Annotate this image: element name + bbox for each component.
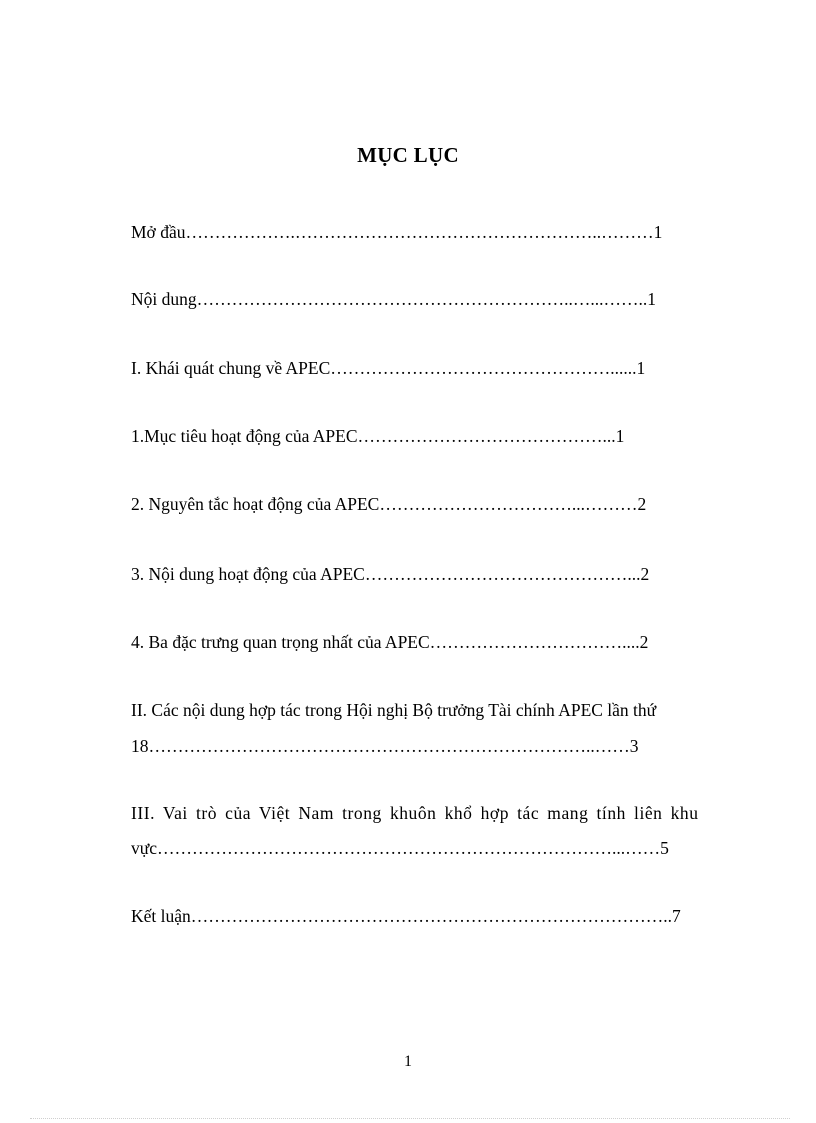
toc-entry-ket-luan[interactable]: [131, 905, 721, 927]
toc-entry-hop-tac-line2[interactable]: [131, 735, 721, 757]
toc-entry-label: Nội dung: [131, 289, 197, 309]
toc-entry-leader: ……………………………………………………………………...……: [157, 838, 661, 858]
toc-entry-nguyen-tac[interactable]: [131, 493, 721, 515]
toc-entry-label: 1.Mục tiêu hoạt động của APEC: [131, 426, 358, 446]
toc-entry-label: Kết luận: [131, 906, 191, 926]
toc-entry-page: 2: [639, 632, 649, 652]
toc-entry-mo-dau[interactable]: [131, 221, 721, 243]
toc-entry-noi-dung[interactable]: [131, 288, 721, 310]
toc-entry-label: Mở đầu: [131, 222, 186, 242]
toc-entry-leader: ……………………………...………: [379, 494, 638, 514]
toc-entry-khai-quat[interactable]: [131, 357, 721, 379]
page-title: MỤC LỤC: [357, 143, 459, 167]
toc-entry-page: 5: [660, 838, 669, 858]
toc-entry-leader: ……………………………………...: [357, 426, 616, 446]
toc-entry-label: 18: [131, 736, 149, 756]
toc-entry-noi-dung-hoat-dong[interactable]: [131, 563, 721, 585]
toc-entry-label: II. Các nội dung hợp tác trong Hội nghị Bộ trưởng Tài chính APEC lần thứ: [131, 700, 657, 720]
toc-entry-leader: …………………………………………......: [330, 358, 637, 378]
toc-entry-label: 4. Ba đặc trưng quan trọng nhất của APEC: [131, 632, 430, 652]
toc-entry-label: I. Khái quát chung về APEC: [131, 358, 331, 378]
toc-entry-ba-dac-trung[interactable]: [131, 631, 721, 653]
toc-entry-page: 7: [672, 906, 681, 926]
toc-entry-leader: …………………………………………………………………..……: [148, 736, 630, 756]
page-number: 1: [404, 1053, 412, 1070]
toc-entry-page: 1: [615, 426, 625, 446]
toc-entry-page: 2: [637, 494, 647, 514]
toc-entry-page: 2: [640, 564, 650, 584]
toc-entry-page: 1: [653, 222, 663, 242]
toc-entry-page: 3: [629, 736, 639, 756]
toc-entry-leader: ………………………………………...: [364, 564, 641, 584]
toc-entry-label: III. Vai trò của Việt Nam trong khuôn khổ hợp tác mang tính liên khu: [131, 803, 699, 823]
toc-entry-label: vực: [131, 838, 158, 858]
toc-entry-hop-tac-line1[interactable]: [131, 699, 721, 721]
page-bottom-rule: [30, 1118, 790, 1119]
toc-entry-vai-tro-line2[interactable]: [131, 837, 721, 859]
toc-entry-leader: ………………………………………………………..…...……..: [196, 289, 648, 309]
toc-entry-label: 3. Nội dung hoạt động của APEC: [131, 564, 365, 584]
toc-entry-leader: ……………….……………………………………………..………: [185, 222, 654, 242]
toc-entry-leader: ……………………………....: [429, 632, 640, 652]
toc-entry-muc-tieu[interactable]: [131, 425, 721, 447]
toc-entry-page: 1: [636, 358, 646, 378]
toc-entry-label: 2. Nguyên tắc hoạt động của APEC: [131, 494, 380, 514]
toc-entry-page: 1: [647, 289, 656, 309]
toc-entry-vai-tro-line1[interactable]: [131, 802, 721, 824]
toc-entry-leader: ………………………………………………………………………..: [190, 906, 673, 926]
